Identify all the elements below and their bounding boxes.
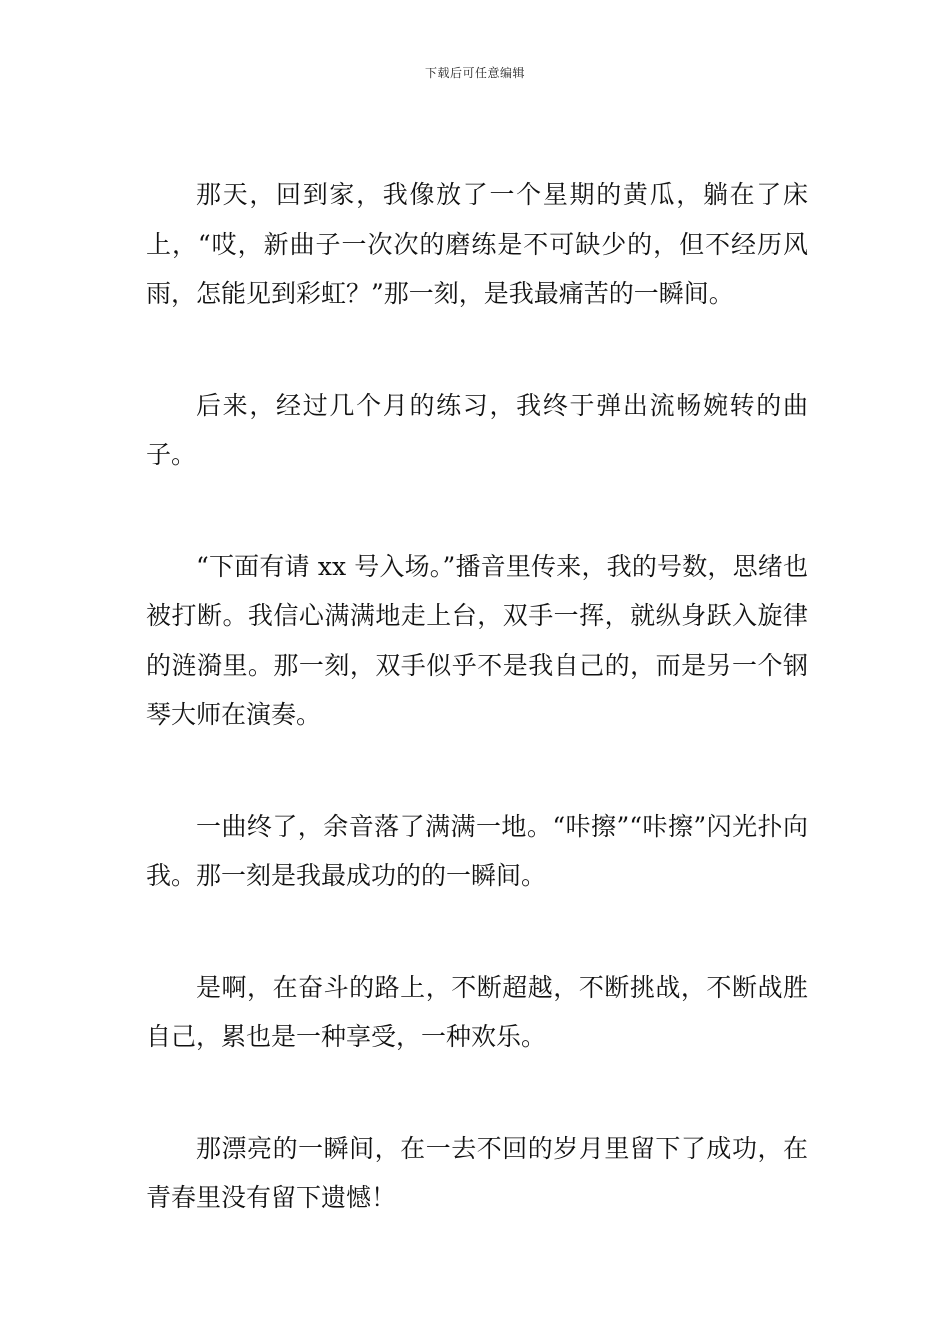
paragraph: “下面有请 xx 号入场。”播音里传来，我的号数，思绪也被打断。我信心满满地走上台，双手一挥，就纵身跃入旋律的涟漪里。那一刻，双手似乎不是我自己的，而是另一个钢琴大师在演奏。 — [146, 551, 808, 729]
page-header: 下载后可任意编辑 — [424, 66, 525, 80]
paragraph: 那漂亮的一瞬间，在一去不回的岁月里留下了成功，在青春里没有留下遗憾！ — [146, 1133, 808, 1212]
paragraph: 那天，回到家，我像放了一个星期的黄瓜，躺在了床上，“哎，新曲子一次次的磨练是不可缺少的，但不经历风雨，怎能见到彩虹？”那一刻，是我最痛苦的一瞬间。 — [146, 180, 808, 308]
paragraph: 一曲终了，余音落了满满一地。“咔擦”“咔擦”闪光扑向我。那一刻是我最成功的的一瞬间。 — [146, 811, 808, 890]
paragraph: 后来，经过几个月的练习，我终于弹出流畅婉转的曲子。 — [146, 390, 808, 469]
document-body — [146, 170, 808, 1285]
paragraph: 是啊，在奋斗的路上，不断超越，不断挑战，不断战胜自己，累也是一种享受，一种欢乐。 — [146, 972, 808, 1051]
